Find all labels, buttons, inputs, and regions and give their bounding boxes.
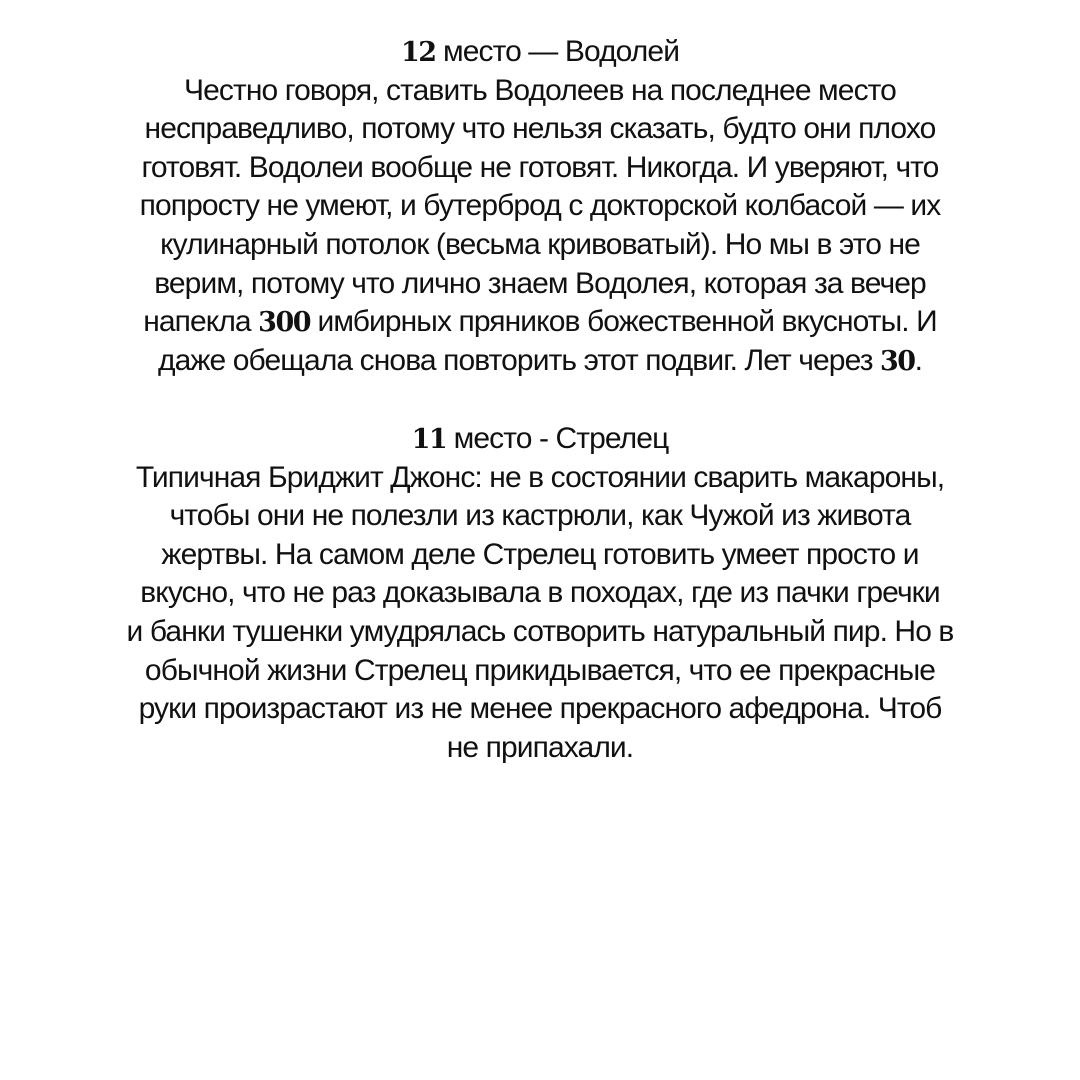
section-heading bbox=[0, 33, 1080, 72]
section-sagittarius bbox=[0, 420, 1080, 767]
text-line: и банки тушенки умудрялась сотворить натуральный пир. Но в bbox=[126, 614, 954, 648]
rank-number: 11 bbox=[411, 424, 447, 455]
text-segment: имбирных пряников божественной вкусноты. И bbox=[310, 305, 937, 339]
text-line bbox=[0, 342, 1080, 381]
text-line: обычной жизни Стрелец прикидывается, что ее прекрасные bbox=[144, 653, 936, 687]
text-line bbox=[0, 303, 1080, 342]
text-line: готовят. Водолеи вообще не готовят. Никогда. И уверяют, что bbox=[141, 150, 939, 184]
section-heading bbox=[0, 420, 1080, 459]
heading-text: место — Водолей bbox=[435, 35, 680, 68]
text-line: несправедливо, потому что нельзя сказать, будто они плохо bbox=[144, 112, 936, 146]
text-line: кулинарный потолок (весьма кривоватый). Но мы в это не bbox=[160, 227, 920, 261]
text-line: Типичная Бриджит Джонс: не в состоянии сварить макароны, bbox=[135, 460, 945, 494]
number-highlight: 300 bbox=[258, 307, 311, 339]
section-aquarius bbox=[0, 33, 1080, 380]
text-segment: даже обещала снова повторить этот подвиг. Лет через bbox=[157, 343, 881, 377]
text-line: чтобы они не полезли из кастрюли, как Чужой из живота bbox=[169, 499, 911, 533]
heading-text: место - Стрелец bbox=[446, 422, 669, 455]
text-line: верим, потому что лично знаем Водолея, которая за вечер bbox=[154, 266, 926, 300]
text-line: вкусно, что не раз доказывала в походах, где из пачки гречки bbox=[140, 576, 940, 610]
text-line: руки произрастают из не менее прекрасного афедрона. Чтоб bbox=[138, 692, 942, 726]
text-line: попросту не умеют, и бутерброд с докторской колбасой — их bbox=[139, 189, 941, 223]
text-segment: напекла bbox=[143, 305, 259, 339]
text-line: жертвы. На самом деле Стрелец готовить умеет просто и bbox=[161, 537, 919, 571]
text-line: не припахали. bbox=[446, 730, 634, 764]
number-highlight: 30 bbox=[880, 345, 915, 377]
text-segment: . bbox=[914, 343, 923, 377]
text-line: Честно говоря, ставить Водолеев на последнее место bbox=[184, 73, 896, 107]
rank-number: 12 bbox=[400, 37, 436, 68]
